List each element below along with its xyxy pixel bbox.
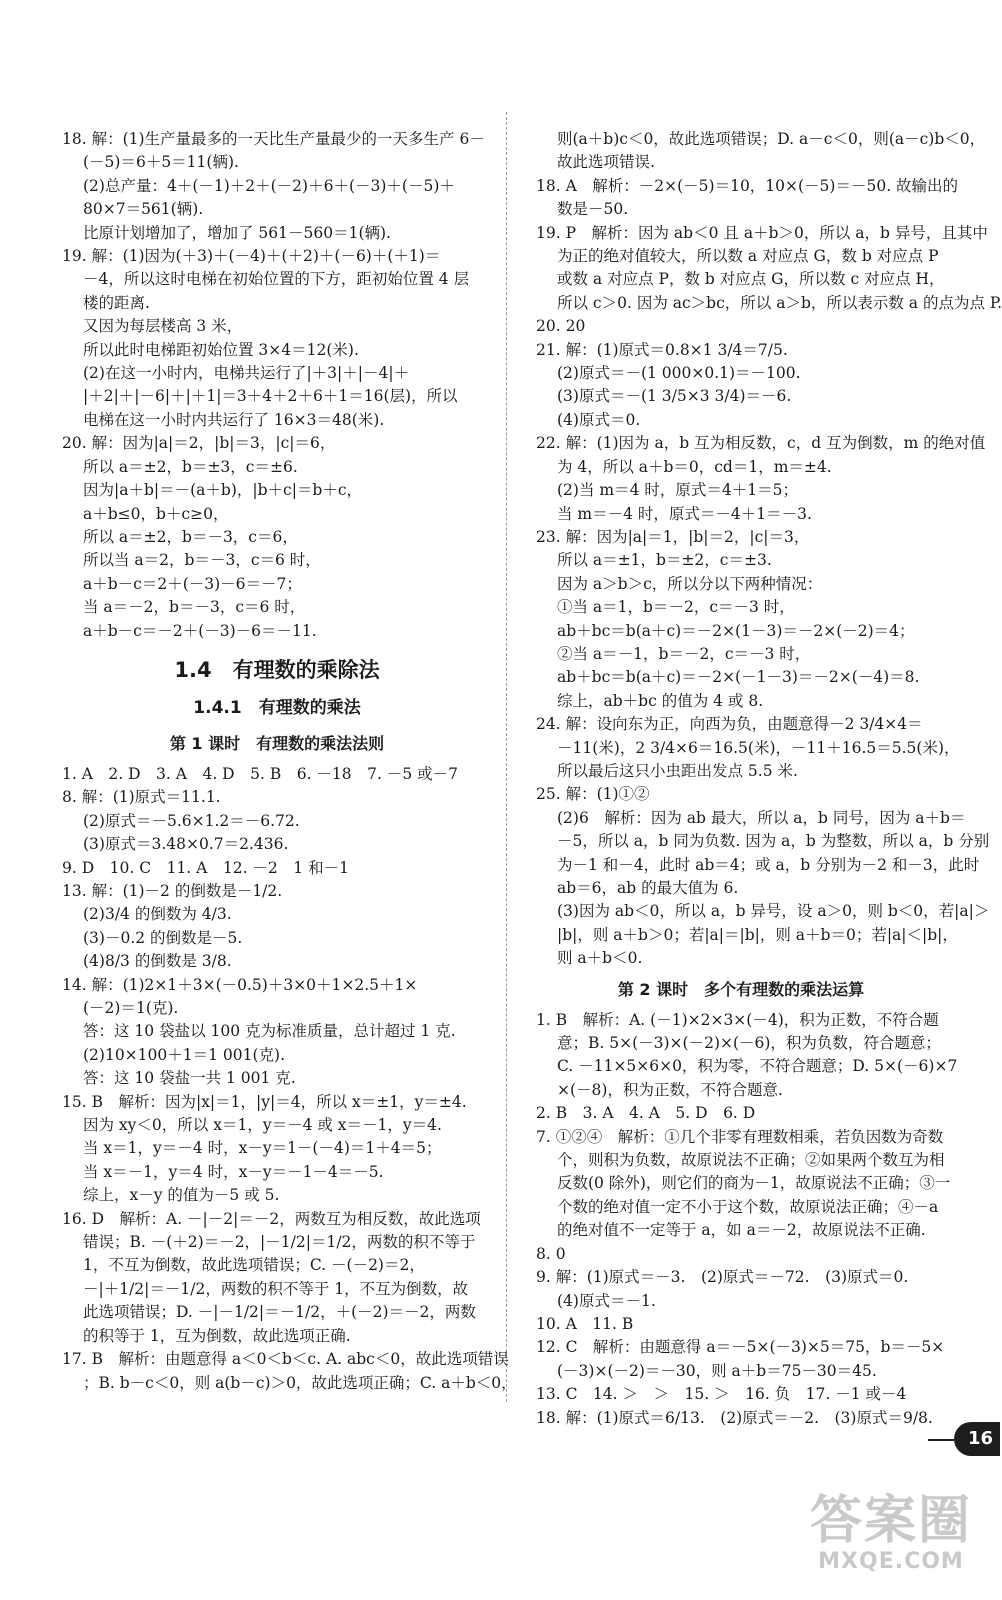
- answer-8: [62, 786, 492, 856]
- lesson-1-title: 第 1 课时 有理数的乘法法则: [169, 733, 385, 753]
- column-divider: [506, 112, 507, 1402]
- text-line: ab＋bc＝b(a＋c)＝－2×(－1－3)＝－2×(－4)＝8.: [557, 668, 920, 687]
- answer-18: [62, 128, 492, 245]
- text-line: 14. 解：(1)2×1＋3×(－0.5)＋3×0＋1×2.5＋1×: [62, 975, 418, 994]
- answers-1-7: 1. A 2. D 3. A 4. D 5. B 6. －18 7. －5 或－7: [62, 764, 459, 783]
- text-line: (3)原式＝－(1 3/5×3 3/4)＝－6.: [557, 387, 792, 406]
- text-line: 数是－50.: [557, 200, 629, 219]
- answers-9-12: 9. D 10. C 11. A 12. －2 1 和－1: [62, 858, 349, 877]
- text-line: 18. A 解析：－2×(－5)＝10，10×(－5)＝－50. 故输出的: [536, 176, 959, 195]
- watermark-url: MXQE.COM: [818, 1549, 964, 1574]
- text-line: 80×7＝561(辆).: [83, 200, 204, 219]
- text-line: 21. 解：(1)原式＝0.8×1 3/4＝7/5.: [536, 340, 788, 359]
- text-line: 楼的距离.: [83, 293, 150, 312]
- text-line: 或数 a 对应点 P，数 b 对应点 G，所以数 c 对应点 H，: [557, 270, 945, 289]
- text-line: 综上，ab＋bc 的值为 4 或 8.: [557, 691, 764, 710]
- text-line: 比原计划增加了，增加了 561－560＝1(辆).: [83, 223, 391, 242]
- text-line: －|＋1/2|＝－1/2，两数的积不等于 1，不互为倒数，故: [83, 1279, 469, 1298]
- text-line: 个数的绝对值一定不小于这个数，故原说法正确；④－a: [557, 1197, 939, 1216]
- text-line: 15. B 解析：因为|x|＝1，|y|＝4，所以 x＝±1，y＝±4.: [62, 1092, 467, 1111]
- watermark-logo: [810, 1492, 972, 1574]
- lesson2-answers-13-17: 13. C 14. ＞ ＞ 15. ＞ 16. 负 17. －1 或－4: [536, 1385, 907, 1404]
- text-line: 为 4，所以 a＋b＝0，cd＝1，m＝±4.: [557, 457, 832, 476]
- text-line: (2)原式＝－(1 000×0.1)＝－100.: [557, 364, 801, 383]
- answer-18: [536, 175, 959, 222]
- text-line: (2)6 解析：因为 ab 最大，所以 a，b 同号，因为 a＋b＝: [557, 808, 966, 827]
- text-line: 19. 解：(1)因为(＋3)＋(－4)＋(＋2)＋(－6)＋(＋1)＝: [62, 247, 441, 266]
- text-line: (－3)×(－2)＝－30，则 a＋b＝75－30＝45.: [557, 1361, 877, 1380]
- text-line: 则 a＋b＜0.: [557, 949, 643, 968]
- text-line: a＋b－c＝－2＋(－3)－6＝－11.: [83, 621, 317, 640]
- text-line: (2)总产量：4＋(－1)＋2＋(－2)＋6＋(－3)＋(－5)＋: [83, 176, 455, 195]
- text-line: 综上，x－y 的值为－5 或 5.: [83, 1186, 280, 1205]
- text-line: 为正的绝对值较大，所以数 a 对应点 G，数 b 对应点 P: [557, 247, 939, 266]
- text-line: (4)原式＝0.: [557, 410, 641, 429]
- text-line: ②当 a＝－1，b＝－2，c＝－3 时，: [557, 644, 811, 663]
- watermark-text: 答案圈: [809, 1491, 972, 1551]
- text-line: (4)8/3 的倒数是 3/8.: [83, 952, 232, 971]
- text-line: 20. 解：因为|a|＝2，|b|＝3，|c|＝6，: [62, 434, 336, 453]
- text-line: 1. B 解析：A. (－1)×2×3×(－4)，积为正数，不符合题: [536, 1010, 939, 1029]
- text-line: ①当 a＝1，b＝－2，c＝－3 时，: [557, 598, 795, 617]
- text-line: 当 a＝－2，b＝－3，c＝6 时，: [83, 598, 306, 617]
- text-line: 因为 xy＜0，所以 x＝1，y＝－4 或 x＝－1，y＝4.: [83, 1116, 442, 1135]
- text-line: (2)在这一小时内，电梯共运行了|＋3|＋|－4|＋: [83, 364, 410, 383]
- text-line: 反数(0 除外)，则它们的商为－1，故原说法不正确；③一: [557, 1174, 951, 1193]
- text-line: 故此选项错误.: [557, 153, 655, 172]
- right-column: [536, 128, 1002, 1430]
- page-number: 16: [954, 1422, 1000, 1456]
- text-line: (3)－0.2 的倒数是－5.: [83, 928, 243, 947]
- answer-21: [536, 339, 946, 433]
- text-line: 当 x＝1，y＝－4 时，x－y＝1－(－4)＝1＋4＝5；: [83, 1139, 442, 1158]
- text-line: 答：这 10 袋盐一共 1 001 克.: [83, 1069, 296, 1088]
- answer-15: [62, 1091, 492, 1208]
- text-line: (－5)＝6＋5＝11(辆).: [83, 153, 239, 172]
- text-line: 1，不互为倒数，故此选项错误；C. －(－2)＝2，: [83, 1256, 425, 1275]
- text-line: 23. 解：因为|a|＝1，|b|＝2，|c|＝3，: [536, 527, 810, 546]
- lesson2-answer-7: [536, 1126, 951, 1243]
- text-line: 17. B 解析：由题意得 a＜0＜b＜c. A. abc＜0，故此选项错误: [62, 1350, 509, 1369]
- text-line: 所以 c＞0. 因为 ac＞bc，所以 a＞b，所以表示数 a 的点为点 P.: [557, 293, 1002, 312]
- text-line: 24. 解：设向东为正，向西为负，由题意得－2 3/4×4＝: [536, 715, 923, 734]
- text-line: 所以此时电梯距初始位置 3×4＝12(米).: [83, 340, 359, 359]
- text-line: 因为 a＞b＞c，所以分以下两种情况：: [557, 574, 823, 593]
- text-line: 所以最后这只小虫距出发点 5.5 米.: [557, 761, 798, 780]
- answer-16: [62, 1208, 492, 1348]
- answer-23: [536, 526, 946, 713]
- text-line: a＋b≤0，b＋c≥0，: [83, 504, 229, 523]
- text-line: 错误；B. －(＋2)＝－2，|－1/2|＝1/2，两数的积不等于: [83, 1233, 476, 1252]
- text-line: (－2)＝1(克).: [83, 999, 179, 1017]
- answer-17-continued: [536, 128, 986, 175]
- answer-20: [62, 432, 492, 643]
- text-line: (4)原式＝－1.: [557, 1291, 656, 1310]
- text-line: 则(a＋b)c＜0，故此选项错误；D. a－c＜0，则(a－c)b＜0，: [557, 130, 986, 148]
- text-line: 的积等于 1，互为倒数，故此选项正确.: [83, 1326, 351, 1345]
- text-line: 为－1 和－4，此时 ab＝4；或 a，b 分别为－2 和－3，此时: [557, 855, 980, 874]
- text-line: 因为|a＋b|＝－(a＋b)，|b＋c|＝b＋c，: [83, 481, 363, 500]
- text-line: 12. C 解析：由题意得 a＝－5×(－3)×5＝75，b＝－5×: [536, 1338, 945, 1357]
- text-line: ab＋bc＝b(a＋c)＝－2×(1－3)＝－2×(－2)＝4；: [557, 621, 915, 640]
- lesson2-answer-12: [536, 1336, 946, 1383]
- text-line: 18. 解：(1)生产量最多的一天比生产量最少的一天多生产 6－: [62, 130, 485, 148]
- text-line: 当 x＝－1，y＝4 时，x－y＝－1－4＝－5.: [83, 1162, 384, 1181]
- text-line: 所以 a＝±2，b＝±3，c＝±6.: [83, 457, 298, 476]
- lesson2-answer-8: 8. 0: [536, 1244, 566, 1263]
- answer-17: [62, 1348, 517, 1395]
- text-line: 9. 解：(1)原式＝－3. (2)原式＝－72. (3)原式＝0.: [536, 1268, 909, 1287]
- text-line: 19. P 解析：因为 ab＜0 且 a＋b＞0，所以 a，b 异号，且其中: [536, 223, 988, 242]
- lesson-2-title: 第 2 课时 多个有理数的乘法运算: [617, 979, 865, 999]
- text-line: (2)原式＝－5.6×1.2＝－6.72.: [83, 811, 300, 830]
- text-line: C. －11×5×6×0，积为零，不符合题意；D. 5×(－6)×7: [557, 1057, 958, 1076]
- lesson2-answers-10-11: 10. A 11. B: [536, 1314, 634, 1333]
- text-line: 25. 解：(1)①②: [536, 785, 650, 804]
- text-line: ；B. b－c＜0，则 a(b－c)＞0，故此选项正确；C. a＋b＜0，: [83, 1373, 517, 1392]
- text-line: ab＝6，ab 的最大值为 6.: [557, 879, 739, 897]
- text-line: 意；B. 5×(－3)×(－2)×(－6)，积为负数，符合题意；: [557, 1034, 941, 1053]
- answer-14: [62, 974, 492, 1091]
- text-line: －4，所以这时电梯在初始位置的下方，距初始位置 4 层: [83, 270, 470, 289]
- text-line: 所以 a＝±2，b＝－3，c＝6，: [83, 527, 298, 546]
- text-line: 所以当 a＝2，b＝－3，c＝6 时，: [83, 551, 321, 570]
- text-line: |＋2|＋|－6|＋|＋1|＝3＋4＋2＋6＋1＝16(层)，所以: [83, 387, 458, 406]
- page-number-rule: [928, 1439, 954, 1441]
- text-line: 8. 解：(1)原式＝11.1.: [62, 788, 221, 807]
- answer-13: [62, 880, 492, 974]
- answer-22: [536, 432, 986, 526]
- text-line: －5，所以 a，b 同为负数. 因为 a，b 为整数，所以 a，b 分别: [557, 832, 990, 851]
- text-line: ×(－8)，积为正数，不符合题意.: [557, 1080, 783, 1099]
- text-line: 22. 解：(1)因为 a，b 互为相反数，c，d 互为倒数，m 的绝对值: [536, 434, 986, 453]
- text-line: a＋b－c＝2＋(－3)－6＝－7；: [83, 574, 302, 593]
- text-line: 所以 a＝±1，b＝±2，c＝±3.: [557, 551, 772, 570]
- lesson2-answer-18: 18. 解：(1)原式＝6/13. (2)原式＝－2. (3)原式＝9/8.: [536, 1408, 933, 1427]
- subsection-title: 1.4.1 有理数的乘法: [193, 697, 361, 718]
- answer-20: 20. 20: [536, 317, 586, 336]
- text-line: 7. ①②④ 解析：①几个非零有理数相乘，若负因数为奇数: [536, 1127, 944, 1146]
- text-line: (3)因为 ab＜0，所以 a，b 异号，设 a＞0，则 b＜0，若|a|＞: [557, 902, 990, 921]
- text-line: －11(米)，2 3/4×6＝16.5(米)，－11＋16.5＝5.5(米)，: [557, 738, 960, 757]
- text-line: |b|，则 a＋b＞0；若|a|＝|b|，则 a＋b＝0；若|a|＜|b|，: [557, 925, 958, 944]
- text-line: (2)3/4 的倒数为 4/3.: [83, 905, 232, 924]
- text-line: (2)当 m＝4 时，原式＝4＋1＝5；: [557, 481, 798, 500]
- text-line: 又因为每层楼高 3 米，: [83, 317, 243, 336]
- text-line: 13. 解：(1)－2 的倒数是－1/2.: [62, 881, 283, 900]
- answer-25: [536, 783, 990, 970]
- answer-19: [62, 245, 492, 432]
- answer-19: [536, 222, 1002, 316]
- text-line: 此选项错误；D. －|－1/2|＝－1/2，＋(－2)＝－2，两数: [83, 1303, 476, 1322]
- text-line: (2)10×100＋1＝1 001(克).: [83, 1045, 286, 1064]
- text-line: (3)原式＝3.48×0.7＝2.436.: [83, 835, 289, 854]
- lesson2-answer-9: [536, 1266, 946, 1313]
- text-line: 16. D 解析：A. －|－2|＝－2，两数互为相反数，故此选项: [62, 1209, 481, 1228]
- text-line: 电梯在这一小时内共运行了 16×3＝48(米).: [83, 410, 385, 429]
- lesson2-answers-2-6: 2. B 3. A 4. A 5. D 6. D: [536, 1104, 756, 1123]
- lesson2-answer-1: [536, 1009, 958, 1103]
- answer-24: [536, 713, 960, 783]
- text-line: 当 m＝－4 时，原式＝－4＋1＝－3.: [557, 504, 812, 523]
- text-line: 的绝对值不一定等于 a，如 a＝－2，故原说法不正确.: [557, 1221, 926, 1240]
- left-column: [62, 128, 517, 1395]
- section-title: 1.4 有理数的乘除法: [174, 657, 380, 682]
- text-line: 个，则积为负数，故原说法不正确；②如果两个数互为相: [557, 1151, 945, 1170]
- text-line: 答：这 10 袋盐以 100 克为标准质量，总计超过 1 克.: [83, 1022, 456, 1041]
